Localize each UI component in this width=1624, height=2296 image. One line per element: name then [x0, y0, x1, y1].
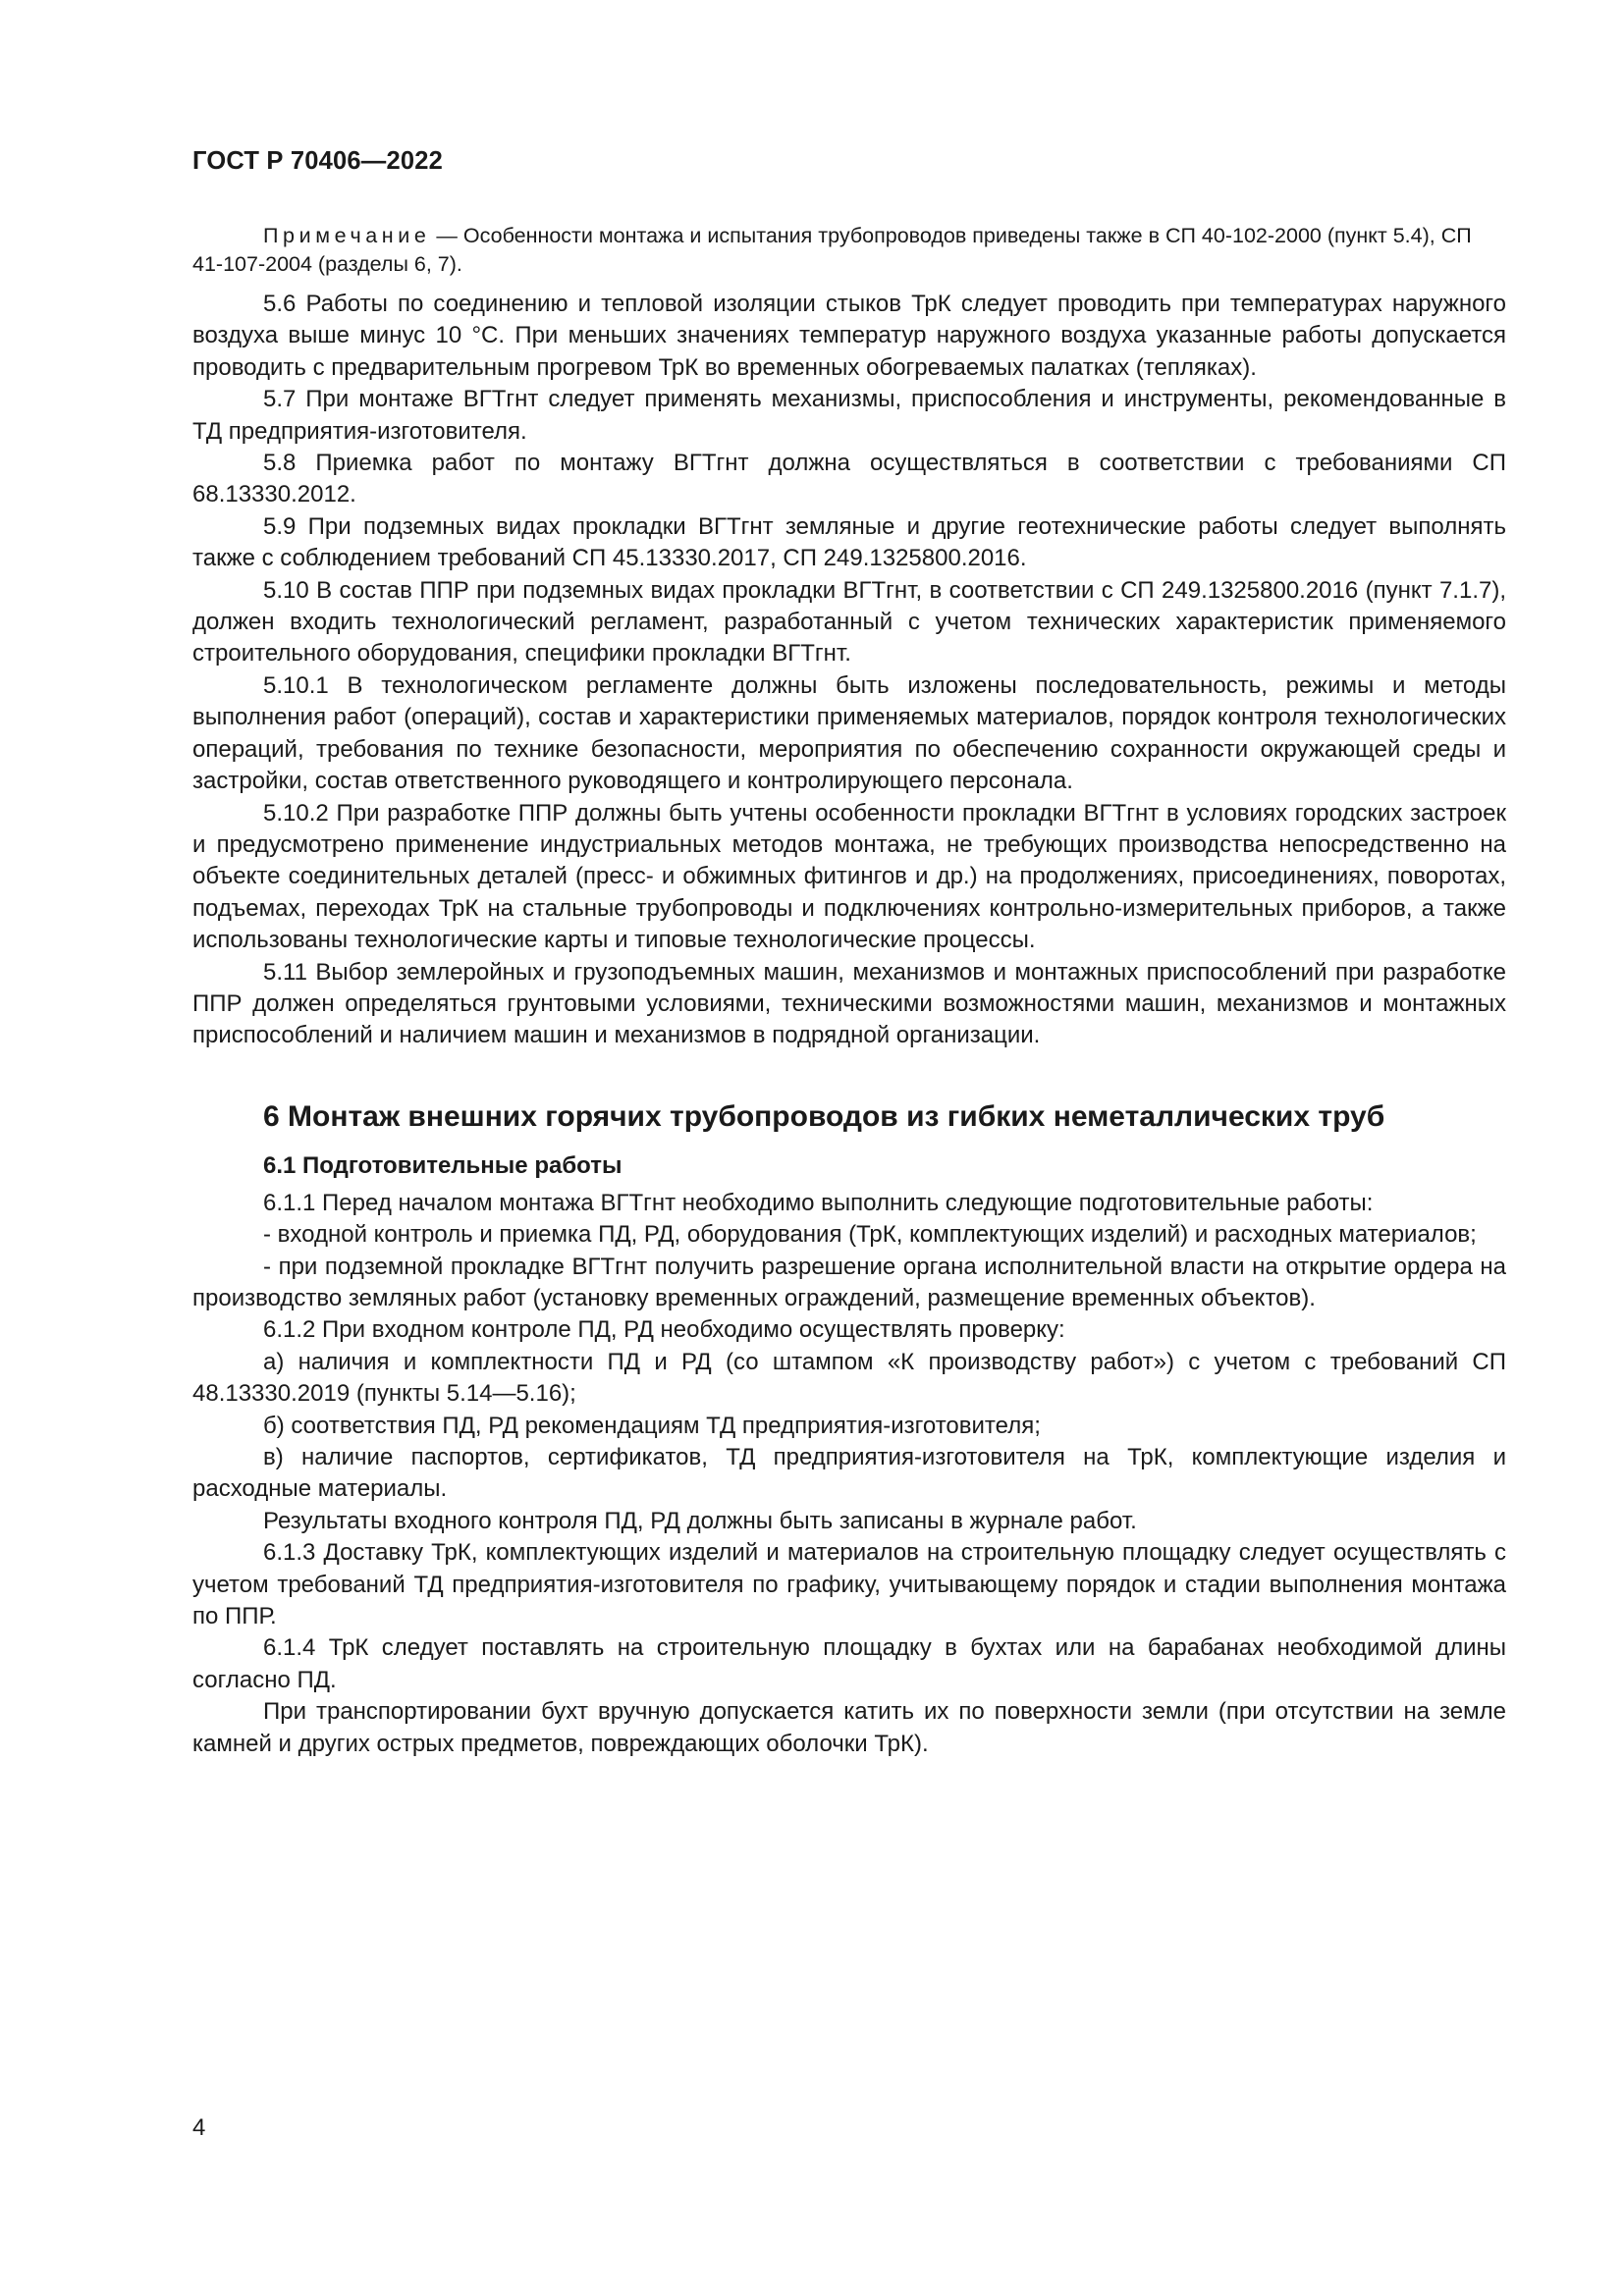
note-paragraph — [192, 222, 1506, 279]
paragraph-6-1-4: 6.1.4 ТрК следует поставлять на строительную площадку в бухтах или на барабанах необходимой длины согласно ПД. — [192, 1634, 1506, 1693]
section-title: 6 Монтаж внешних горячих трубопроводов из гибких неметаллических труб — [263, 1099, 1385, 1133]
list-item-a: а) наличия и комплектности ПД и РД (со штампом «К производству работ») с учетом с требований СП 48.13330.2019 (пункты 5.14—5.16); — [192, 1348, 1506, 1408]
paragraph-5-10-2: 5.10.2 При разработке ППР должны быть учтены особенности прокладки ВГТгнт в условиях городских застроек и предусмотрено применение индустриальных методов монтажа, не требующих производства непосредственно на объекте соединительных деталей (пресс- и обжимных фитингов и др.) на продолжениях, присоединениях, поворотах, подъемах, переходах ТрК на стальные трубопроводы и подключениях контрольно-измерительных приборов, а также использованы технологические карты и типовые технологические процессы. — [192, 799, 1506, 954]
list-item-b: б) соответствия ПД, РД рекомендациям ТД предприятия-изготовителя; — [263, 1412, 1041, 1439]
note-label: Примечание — [263, 224, 431, 247]
paragraph-5-7: 5.7 При монтаже ВГТгнт следует применять механизмы, приспособления и инструменты, рекомендованные в ТД предприятия-изготовителя. — [192, 386, 1506, 445]
document-code-header: ГОСТ Р 70406—2022 — [192, 147, 444, 175]
paragraph-5-11: 5.11 Выбор землеройных и грузоподъемных машин, механизмов и монтажных приспособлений при разработке ППР должен определяться грунтовыми условиями, техническими возможностями машин, механизмов и монтажных приспособлений и наличием машин и механизмов в подрядной организации. — [192, 958, 1506, 1049]
list-item-incoming-control: - входной контроль и приемка ПД, РД, оборудования (ТрК, комплектующих изделий) и расходных материалов; — [263, 1221, 1477, 1249]
paragraph-6-1-3: 6.1.3 Доставку ТрК, комплектующих изделий и материалов на строительную площадку следует осуществлять с учетом требований ТД предприятия-изготовителя по графику, учитывающему порядок и стадии выполнения монтажа по ППР. — [192, 1539, 1506, 1630]
paragraph-5-6: 5.6 Работы по соединению и тепловой изоляции стыков ТрК следует проводить при температурах наружного воздуха выше минус 10 °С. При меньших значениях температур наружного воздуха указанные работы допускается проводить с предварительным прогревом ТрК во временных обогреваемых палатках (тепляках). — [192, 291, 1506, 381]
list-item-c: в) наличие паспортов, сертификатов, ТД предприятия-изготовителя на ТрК, комплектующие изделия и расходные материалы. — [192, 1444, 1506, 1503]
paragraph-5-10: 5.10 В состав ППР при подземных видах прокладки ВГТгнт, в соответствии с СП 249.1325800.2016 (пункт 7.1.7), должен входить технологический регламент, разработанный с учетом технических характеристик применяемого строительного оборудования, специфики прокладки ВГТгнт. — [192, 576, 1506, 667]
paragraph-5-10-1: 5.10.1 В технологическом регламенте должны быть изложены последовательность, режимы и методы выполнения работ (операций), состав и характеристики применяемых материалов, порядок контроля технологических операций, требования по технике безопасности, мероприятия по обеспечению сохранности окружающей среды и застройки, состав ответственного руководящего и контролирующего персонала. — [192, 671, 1506, 795]
note-text: — Особенности монтажа и испытания трубопроводов приведены также в СП 40-102-2000 (пункт 5.4), СП 41-107-2004 (разделы 6, 7). — [192, 224, 1472, 276]
paragraph-6-1-2: 6.1.2 При входном контроле ПД, РД необходимо осуществлять проверку: — [263, 1316, 1065, 1344]
paragraph-transport: При транспортировании бухт вручную допускается катить их по поверхности земли (при отсутствии на земле камней и других острых предметов, повреждающих оболочки ТрК). — [192, 1698, 1506, 1757]
paragraph-6-1-1: 6.1.1 Перед началом монтажа ВГТгнт необходимо выполнить следующие подготовительные работы: — [263, 1189, 1374, 1216]
page-number: 4 — [192, 2114, 206, 2141]
list-item-permit: - при подземной прокладке ВГТгнт получить разрешение органа исполнительной власти на открытие ордера на производство земляных работ (установку временных ограждений, размещение временных объектов). — [192, 1253, 1506, 1311]
paragraph-results: Результаты входного контроля ПД, РД должны быть записаны в журнале работ. — [263, 1507, 1137, 1534]
document-body — [192, 222, 1506, 1760]
paragraph-5-9: 5.9 При подземных видах прокладки ВГТгнт земляные и другие геотехнические работы следует выполнять также с соблюдением требований СП 45.13330.2017, СП 249.1325800.2016. — [192, 512, 1506, 572]
paragraph-5-8: 5.8 Приемка работ по монтажу ВГТгнт должна осуществляться в соответствии с требованиями СП 68.13330.2012. — [192, 450, 1506, 508]
subsection-title: 6.1 Подготовительные работы — [263, 1151, 623, 1179]
